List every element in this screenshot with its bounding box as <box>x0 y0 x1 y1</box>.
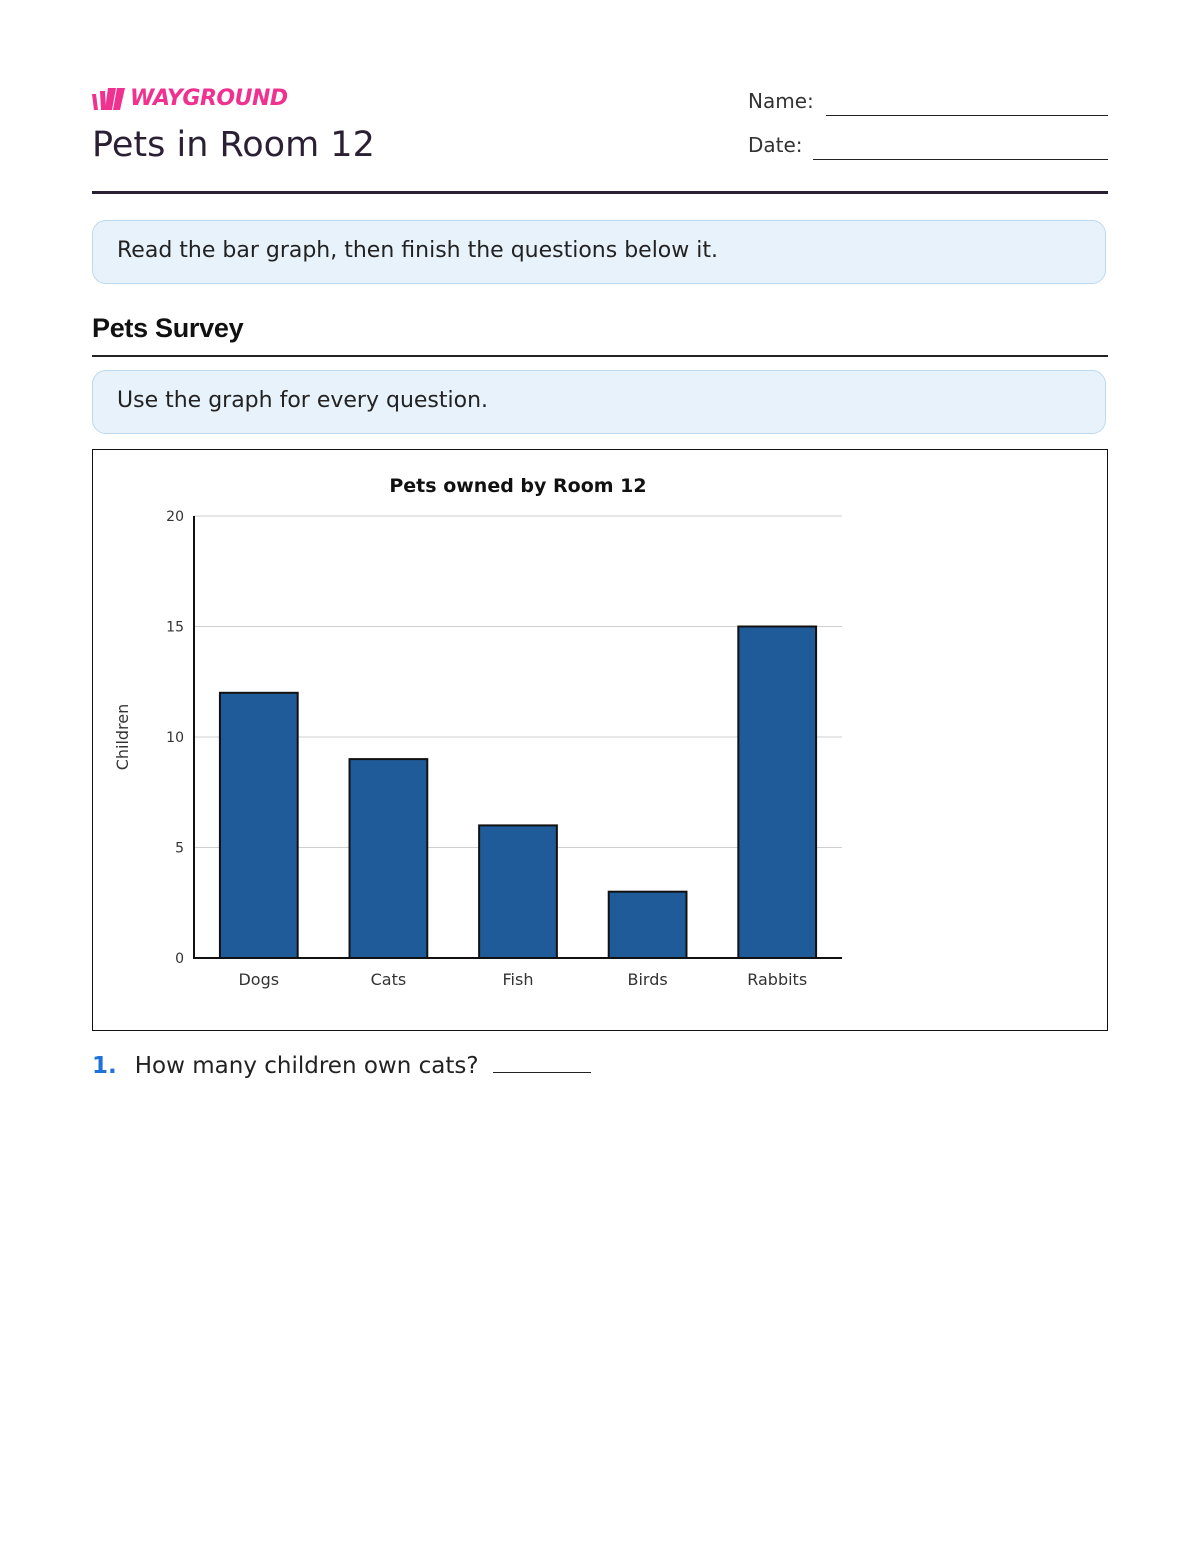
section-note-text: Use the graph for every question. <box>117 388 489 413</box>
x-tick-label: Dogs <box>238 970 280 989</box>
bar-chart-frame <box>92 449 1108 1031</box>
question-1 <box>92 1050 591 1079</box>
date-label: Date: <box>748 133 803 157</box>
wayground-logo-icon <box>92 86 126 112</box>
name-field[interactable] <box>826 115 1108 116</box>
bar-cats <box>350 759 428 958</box>
section-divider <box>92 355 1108 357</box>
instructions-box <box>92 220 1106 284</box>
name-label: Name: <box>748 89 814 113</box>
bar-chart <box>93 450 1106 1029</box>
y-axis-label: Children <box>113 703 132 771</box>
y-tick-label: 10 <box>166 730 184 746</box>
y-tick-label: 0 <box>175 951 184 967</box>
bar-rabbits <box>738 627 816 959</box>
bar-birds <box>609 892 687 958</box>
answer-blank[interactable] <box>493 1050 591 1073</box>
header-divider <box>92 191 1108 194</box>
section-title: Pets Survey <box>92 313 244 343</box>
brand-name: WAYGROUND <box>130 86 288 111</box>
page-title: Pets in Room 12 <box>92 125 375 165</box>
chart-title: Pets owned by Room 12 <box>389 475 647 497</box>
y-tick-label: 15 <box>166 619 184 636</box>
instructions-text: Read the bar graph, then finish the questions below it. <box>117 238 718 263</box>
bar-fish <box>479 825 557 958</box>
question-number: 1. <box>92 1053 117 1079</box>
x-tick-label: Birds <box>627 970 668 989</box>
bar-dogs <box>220 693 298 958</box>
brand-logo <box>92 86 288 112</box>
x-tick-label: Rabbits <box>747 970 808 989</box>
question-text: How many children own cats? <box>134 1053 479 1079</box>
date-field[interactable] <box>813 159 1108 160</box>
x-tick-label: Cats <box>370 970 407 989</box>
x-tick-label: Fish <box>502 970 534 989</box>
y-tick-label: 20 <box>166 509 184 525</box>
section-note-box <box>92 370 1106 434</box>
y-tick-label: 5 <box>175 840 184 857</box>
